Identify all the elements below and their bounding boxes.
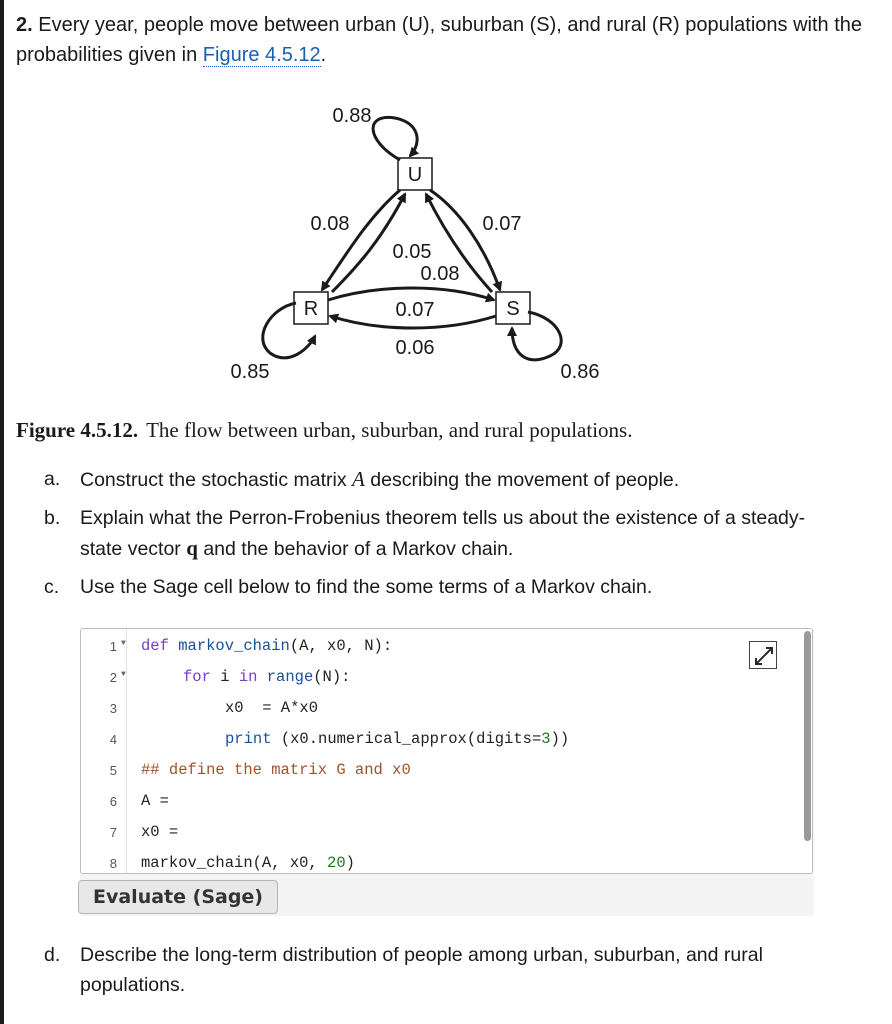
label-urban-to-urban: 0.88 bbox=[332, 105, 372, 127]
sage-cell bbox=[80, 628, 814, 916]
code-token: markov_chain(A, x0, bbox=[141, 854, 328, 872]
code-token: 3 bbox=[541, 730, 551, 748]
problem-parts bbox=[44, 464, 844, 610]
part-c-marker: c. bbox=[44, 576, 60, 598]
editor-scrollbar[interactable] bbox=[804, 631, 811, 841]
part-c-text: Use the Sage cell below to find the some terms of a Markov chain. bbox=[80, 576, 653, 598]
code-comment: ## define the matrix G and x0 bbox=[141, 761, 411, 779]
label-urban-to-suburban: 0.07 bbox=[482, 213, 522, 235]
label-rural-to-urban: 0.05 bbox=[392, 241, 432, 263]
label-urban-to-rural: 0.08 bbox=[310, 213, 350, 235]
caption-number: Figure 4.5.12. bbox=[16, 418, 139, 442]
part-b-text-end: and the behavior of a Markov chain. bbox=[203, 538, 514, 560]
part-d-text: Describe the long-term distribution of people among urban, suburban, and rural populations. bbox=[80, 944, 763, 996]
code-line bbox=[81, 790, 801, 821]
code-token: x0 = A*x0 bbox=[225, 699, 319, 717]
label-suburban-to-rural: 0.06 bbox=[395, 337, 435, 359]
line-number: 3 bbox=[109, 701, 117, 716]
edge-urban-to-rural bbox=[322, 190, 400, 290]
code-line bbox=[81, 821, 801, 852]
part-a-matrix-var: A bbox=[352, 467, 365, 491]
flow-diagram-svg bbox=[200, 98, 620, 398]
label-rural-to-suburban: 0.07 bbox=[395, 299, 435, 321]
line-number: 2 bbox=[109, 670, 117, 685]
part-a-text-start: Construct the stochastic matrix bbox=[80, 469, 347, 491]
part-d-row bbox=[44, 940, 844, 1000]
code-token: in bbox=[238, 668, 267, 686]
code-line bbox=[81, 666, 801, 697]
code-line bbox=[81, 852, 801, 874]
code-token: (A, x0, N): bbox=[289, 637, 393, 655]
code-line bbox=[81, 635, 801, 666]
evaluate-sage-button[interactable]: Evaluate (Sage) bbox=[78, 880, 278, 914]
label-suburban-to-urban: 0.08 bbox=[420, 263, 460, 285]
code-token: x0 = bbox=[141, 823, 179, 841]
part-a-text-end: describing the movement of people. bbox=[370, 469, 680, 491]
code-token: range bbox=[266, 668, 314, 686]
problem-text: Every year, people move between urban (U), suburban (S), and rural (R) populations with the probabilities given in bbox=[16, 14, 863, 66]
code-editor[interactable] bbox=[80, 628, 813, 874]
code-line bbox=[81, 759, 801, 790]
code-token: print bbox=[225, 730, 272, 748]
code-token: (x0.numerical_approx(digits= bbox=[271, 730, 542, 748]
code-token: 20 bbox=[327, 854, 346, 872]
code-token: for bbox=[183, 668, 221, 686]
line-number: 5 bbox=[109, 763, 117, 778]
node-rural-label: R bbox=[303, 298, 319, 320]
line-number: 4 bbox=[109, 732, 117, 747]
part-a bbox=[44, 464, 844, 495]
expand-icon[interactable] bbox=[749, 641, 777, 669]
caption-text: The flow between urban, suburban, and rural populations. bbox=[146, 418, 633, 442]
loop-urban bbox=[373, 117, 417, 160]
flow-diagram bbox=[200, 98, 620, 398]
problem-statement bbox=[16, 10, 876, 70]
part-a-marker: a. bbox=[44, 468, 61, 490]
code-token: def bbox=[141, 637, 179, 655]
part-b-vector-var: q bbox=[186, 536, 198, 560]
node-urban-label: U bbox=[407, 164, 423, 186]
code-token: )) bbox=[550, 730, 570, 748]
code-line bbox=[81, 728, 801, 759]
part-c bbox=[44, 572, 844, 602]
line-number: 8 bbox=[109, 856, 117, 871]
code-token: (N): bbox=[313, 668, 351, 686]
node-suburban-label: S bbox=[506, 298, 520, 320]
left-border-bar bbox=[0, 0, 4, 1024]
label-rural-to-rural: 0.85 bbox=[230, 361, 270, 383]
part-d bbox=[44, 940, 844, 1008]
code-line bbox=[81, 697, 801, 728]
code-token: ) bbox=[345, 854, 355, 872]
part-b-text-start: Explain what the Perron-Frobenius theorem tells us about the existence of a steady-state vector bbox=[80, 507, 806, 560]
figure-caption bbox=[16, 418, 632, 443]
line-number: 6 bbox=[109, 794, 117, 809]
fold-arrow-icon[interactable]: ▼ bbox=[121, 639, 126, 648]
code-token: markov_chain bbox=[178, 637, 290, 655]
figure-link[interactable]: Figure 4.5.12 bbox=[202, 44, 321, 66]
problem-text-end: . bbox=[320, 44, 327, 66]
problem-number: 2. bbox=[16, 14, 33, 36]
part-b bbox=[44, 503, 844, 564]
part-d-marker: d. bbox=[44, 944, 61, 966]
line-number: 1 bbox=[109, 639, 117, 654]
line-number: 7 bbox=[109, 825, 117, 840]
code-token: i bbox=[220, 668, 239, 686]
code-token: A = bbox=[141, 792, 169, 810]
label-suburban-to-suburban: 0.86 bbox=[560, 361, 600, 383]
fold-arrow-icon[interactable]: ▼ bbox=[121, 670, 126, 679]
part-b-marker: b. bbox=[44, 507, 61, 529]
